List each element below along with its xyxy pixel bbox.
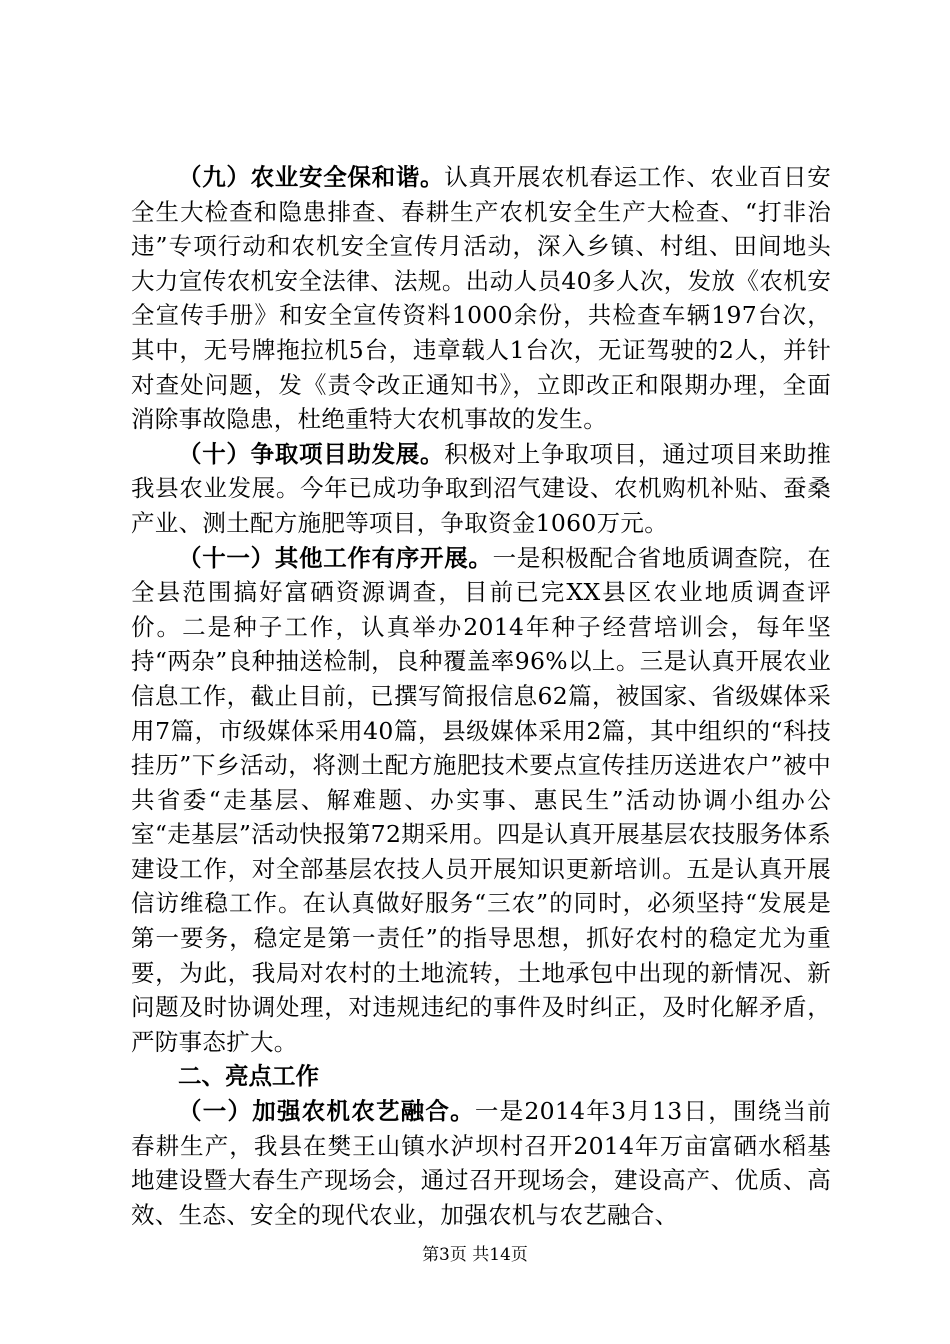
paragraph-body: 一是积极配合省地质调查院，在全县范围搞好富硒资源调查，目前已完XX县区农业地质调查评价。二是种子工作，认真举办2014年种子经营培训会，每年坚持“两杂”良种抽送检制，良种覆盖率96%以上。三是认真开展农业信息工作，截止目前，已撰写简报信息62篇，被国家、省级媒体采用7篇，市级媒体采用40篇，县级媒体采用2篇，其中组织的“科技挂历”下乡活动，将测土配方施肥技术要点宣传挂历送进农户”被中共省委“走基层、解难题、办实事、惠民生”活动协调小组办公室“走基层”活动快报第72期采用。四是认真开展基层农技服务体系建设工作，对全部基层农技人员开展知识更新培训。五是认真开展信访维稳工作。在认真做好服务“三农”的同时，必须坚持“发展是第一要务，稳定是第一责任”的指导思想，抓好农村的稳定尤为重要，为此，我局对农村的土地流转，土地承包中出现的新情况、新问题及时协调处理，对违规违纪的事件及时纠正，及时化解矛盾，严防事态扩大。 [131,543,832,1056]
page-footer: 第3页 共14页 [422,1245,528,1265]
paragraph-heading: （十）争取项目助发展。 [178,439,445,468]
paragraph-heading: （九）农业安全保和谐。 [178,163,445,191]
paragraph-nine [131,160,831,437]
paragraph-body: 积极对上争取项目，通过项目来助推我县农业发展。今年已成功争取到沼气建设、农机购机补贴、蚕桑产业、测土配方施肥等项目，争取资金1060万元。 [131,439,831,537]
paragraph-body: 一是2014年3月13日，围绕当前春耕生产，我县在樊王山镇水泸坝村召开2014年万亩富硒水稻基地建设暨大春生产现场会，通过召开现场会，建设高产、优质、高效、生态、安全的现代农业，加强农机与农艺融合、 [131,1097,831,1229]
paragraph-heading: （十一）其他工作有序开展。 [178,543,493,572]
document-page [131,160,831,1232]
paragraph-ten [131,437,831,541]
paragraph-heading: （一）加强农机农艺融合。 [178,1097,475,1126]
paragraph-highlight-one [131,1094,831,1232]
section-title: 二、亮点工作 [178,1062,319,1091]
paragraph-body: 认真开展农机春运工作、农业百日安全生大检查和隐患排查、春耕生产农机安全生产大检查、“打非治违”专项行动和农机安全宣传月活动，深入乡镇、村组、田间地头大力宣传农机安全法律、法规。出动人员40多人次，发放《农机安全宣传手册》和安全宣传资料1000余份，共检查车辆197台次，其中，无号牌拖拉机5台，违章载人1台次，无证驾驶的2人，并针对查处问题，发《责令改正通知书》，立即改正和限期办理，全面消除事故隐患，杜绝重特大农机事故的发生。 [131,163,831,434]
paragraph-eleven [131,541,831,1060]
